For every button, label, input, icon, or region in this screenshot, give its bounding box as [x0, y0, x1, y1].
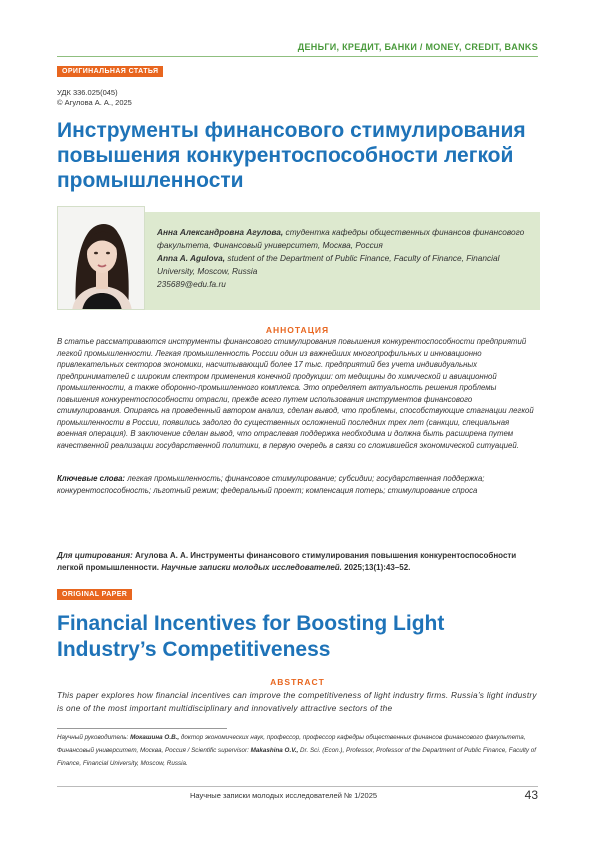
article-title-ru: Инструменты финансового стимулирования повышения конкурентоспособности легкой промышленности: [57, 119, 526, 192]
abstract-heading-en: ABSTRACT: [270, 677, 325, 687]
supervisor-name-ru: Мокашина О.В.,: [130, 734, 180, 741]
footnote-divider: [57, 728, 227, 729]
supervisor-label-en: Scientific supervisor:: [191, 747, 251, 754]
journal-section-header: ДЕНЬГИ, КРЕДИТ, БАНКИ / MONEY, CREDIT, BANKS: [297, 42, 538, 52]
author-ru: [157, 226, 530, 252]
author-affiliation-ru: студентка кафедры общественных финансов финансового факультета, Финансовый университет, Москва, Россия: [157, 227, 525, 250]
supervisor-text-en: Dr. Sci. (Econ.), Professor, Professor of the Department of Public Finance, Faculty of Finance, Financial University, Moscow, Russia.: [57, 747, 537, 767]
footer-journal: Научные записки молодых исследователей № 1/2025: [190, 791, 378, 800]
keywords-list: легкая промышленность; финансовое стимулирование; субсидии; государственная поддержка; конкурентоспособность; льготный режим; федеральный проект; компенсация потерь; стимулирование спроса: [57, 474, 485, 495]
supervisor-name-en: Makashina O.V.,: [250, 747, 299, 754]
author-name-en: Anna A. Agulova,: [157, 253, 226, 263]
page-number: 43: [524, 788, 538, 802]
citation-text: Агулова А. А. Инструменты финансового стимулирования повышения конкурентоспособности легкой промышленности.: [57, 551, 517, 572]
author-email-link[interactable]: 235689@edu.fa.ru: [157, 279, 226, 289]
footer-divider: [57, 786, 538, 787]
abstract-heading-ru: АННОТАЦИЯ: [265, 325, 330, 335]
author-info-box: [145, 212, 540, 310]
supervisor-footnote: [57, 731, 538, 770]
keywords-label: Ключевые слова:: [57, 474, 126, 483]
header-divider: [57, 56, 538, 57]
keywords-ru: [57, 473, 538, 496]
article-type-badge-en: ORIGINAL PAPER: [57, 589, 132, 600]
author-portrait-image: [58, 207, 145, 310]
citation-block: [57, 550, 538, 574]
abstract-text-en: This paper explores how financial incentives can improve the competitiveness of light industry firms. Russia’s light industry is one of the most important multidisciplinary and innovatively attractive sectors of the: [57, 690, 537, 713]
abstract-text-ru: В статье рассматриваются инструменты финансового стимулирования повышения конкурентоспособности предприятий легкой промышленности. Легкая промышленность России один из важнейших многопрофильных и инновационно привлекательных секторов экономики, насчитывающий более 17 тыс. предприятий без учета индивидуальных предпринимателей с широким спектром применения конечной продукции: от медицины до химической и авиационной промышленности, а также оборонно-промышленного комплекса. Это определяет актуальность решения проблемы повышения конкурентоспособности отрасли, прежде всего путем использования инструментов финансового стимулирования. Опираясь на проведенный автором анализ, сделан вывод, что проблемы, способствующие стагнации легкой промышленности в России, появились задолго до существенных осложнений последних трех лет (санкции, специальная военная операция). В заключение сделан вывод, что отраслевая поддержка необходима и должна быть расширена путем качественной реализации государственной политики, в первую очередь в связи со сложившейся экономической ситуацией.: [57, 337, 534, 450]
citation-journal: Научные записки молодых исследователей.: [161, 563, 342, 572]
author-en: [157, 252, 530, 278]
author-photo: [57, 206, 145, 310]
author-name-ru: Анна Александровна Агулова,: [157, 227, 284, 237]
citation-label: Для цитирования:: [57, 551, 133, 560]
article-type-badge-ru: ОРИГИНАЛЬНАЯ СТАТЬЯ: [57, 66, 163, 77]
author-affiliation-en: student of the Department of Public Finance, Faculty of Finance, Financial University, Moscow, Russia: [157, 253, 500, 276]
supervisor-text-ru: доктор экономических наук, профессор, профессор кафедры общественных финансов финансового факультета, Финансовый университет, Москва, Россия /: [57, 734, 526, 754]
article-title-en: Financial Incentives for Boosting Light Industry’s Competitiveness: [57, 612, 445, 661]
copyright-line: © Агулова А. А., 2025: [57, 98, 132, 107]
citation-details: 2025;13(1):43–52.: [341, 563, 411, 572]
udk-block: [57, 88, 132, 108]
udk-code: УДК 336.025(045): [57, 88, 118, 97]
supervisor-label-ru: Научный руководитель:: [57, 734, 131, 741]
